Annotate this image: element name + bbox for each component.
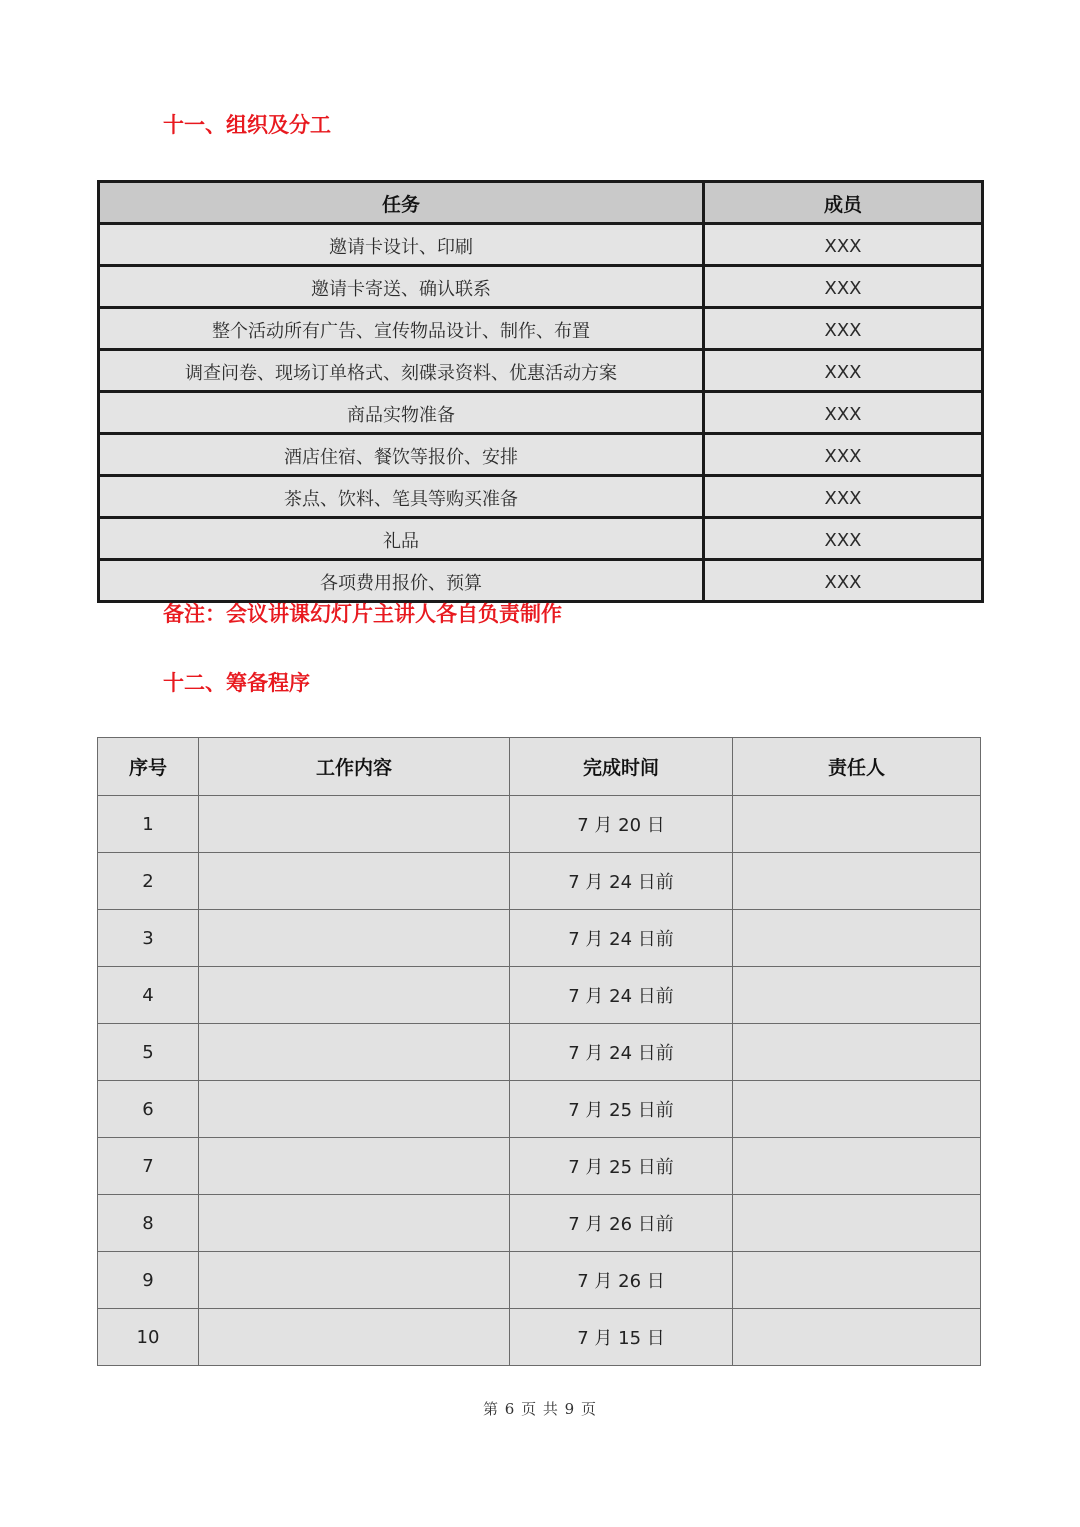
task-cell: 礼品 [99,518,704,560]
number-cell: 8 [98,1195,199,1252]
completion-time-cell: 7 月 15 日 [510,1309,733,1366]
table-row [98,796,981,853]
column-header-number: 序号 [98,738,199,796]
number-cell: 6 [98,1081,199,1138]
work-content-cell [199,1138,510,1195]
completion-time-cell: 7 月 24 日前 [510,1024,733,1081]
responsible-person-cell [733,1024,981,1081]
task-cell: 各项费用报价、预算 [99,560,704,602]
member-cell: XXX [704,560,983,602]
work-content-cell [199,910,510,967]
table-row [99,308,983,350]
task-assignment-table [97,180,984,603]
completion-time-cell: 7 月 25 日前 [510,1138,733,1195]
number-cell: 5 [98,1024,199,1081]
table-row [99,224,983,266]
member-cell: XXX [704,350,983,392]
task-cell: 邀请卡寄送、确认联系 [99,266,704,308]
responsible-person-cell [733,796,981,853]
number-cell: 4 [98,967,199,1024]
completion-time-cell: 7 月 25 日前 [510,1081,733,1138]
member-cell: XXX [704,434,983,476]
work-content-cell [199,796,510,853]
work-content-cell [199,967,510,1024]
table-row [99,476,983,518]
task-cell: 邀请卡设计、印刷 [99,224,704,266]
table-row [99,518,983,560]
task-cell: 酒店住宿、餐饮等报价、安排 [99,434,704,476]
task-cell: 商品实物准备 [99,392,704,434]
task-cell: 调查问卷、现场订单格式、刻碟录资料、优惠活动方案 [99,350,704,392]
responsible-person-cell [733,853,981,910]
responsible-person-cell [733,910,981,967]
task-cell: 整个活动所有广告、宣传物品设计、制作、布置 [99,308,704,350]
column-header-responsible-person: 责任人 [733,738,981,796]
member-cell: XXX [704,518,983,560]
member-cell: XXX [704,266,983,308]
table-row [98,910,981,967]
column-header-member: 成员 [704,182,983,224]
column-header-task: 任务 [99,182,704,224]
number-cell: 3 [98,910,199,967]
responsible-person-cell [733,1138,981,1195]
member-cell: XXX [704,476,983,518]
work-content-cell [199,853,510,910]
table-row [99,266,983,308]
responsible-person-cell [733,1081,981,1138]
remark-note: 备注：会议讲课幻灯片主讲人各自负责制作 [163,602,562,626]
completion-time-cell: 7 月 24 日前 [510,910,733,967]
table-row [99,434,983,476]
number-cell: 2 [98,853,199,910]
number-cell: 9 [98,1252,199,1309]
number-cell: 7 [98,1138,199,1195]
preparation-schedule-table [97,737,981,1366]
member-cell: XXX [704,392,983,434]
responsible-person-cell [733,967,981,1024]
table-row [99,392,983,434]
work-content-cell [199,1252,510,1309]
completion-time-cell: 7 月 20 日 [510,796,733,853]
completion-time-cell: 7 月 26 日前 [510,1195,733,1252]
table-header-row [98,738,981,796]
member-cell: XXX [704,308,983,350]
member-cell: XXX [704,224,983,266]
table-row [99,350,983,392]
number-cell: 10 [98,1309,199,1366]
responsible-person-cell [733,1309,981,1366]
table-row [98,1252,981,1309]
work-content-cell [199,1195,510,1252]
column-header-work-content: 工作内容 [199,738,510,796]
completion-time-cell: 7 月 26 日 [510,1252,733,1309]
completion-time-cell: 7 月 24 日前 [510,967,733,1024]
responsible-person-cell [733,1195,981,1252]
table-row [98,1081,981,1138]
table-row [98,1195,981,1252]
work-content-cell [199,1024,510,1081]
table-row [98,967,981,1024]
page-footer: 第 6 页 共 9 页 [483,1400,597,1418]
table-row [98,853,981,910]
number-cell: 1 [98,796,199,853]
column-header-completion-time: 完成时间 [510,738,733,796]
section-11-title: 十一、组织及分工 [163,113,331,137]
work-content-cell [199,1309,510,1366]
table-row [98,1138,981,1195]
completion-time-cell: 7 月 24 日前 [510,853,733,910]
responsible-person-cell [733,1252,981,1309]
work-content-cell [199,1081,510,1138]
task-cell: 茶点、饮料、笔具等购买准备 [99,476,704,518]
table-row [99,560,983,602]
table-row [98,1309,981,1366]
section-12-title: 十二、筹备程序 [163,671,310,695]
table-header-row [99,182,983,224]
table-row [98,1024,981,1081]
